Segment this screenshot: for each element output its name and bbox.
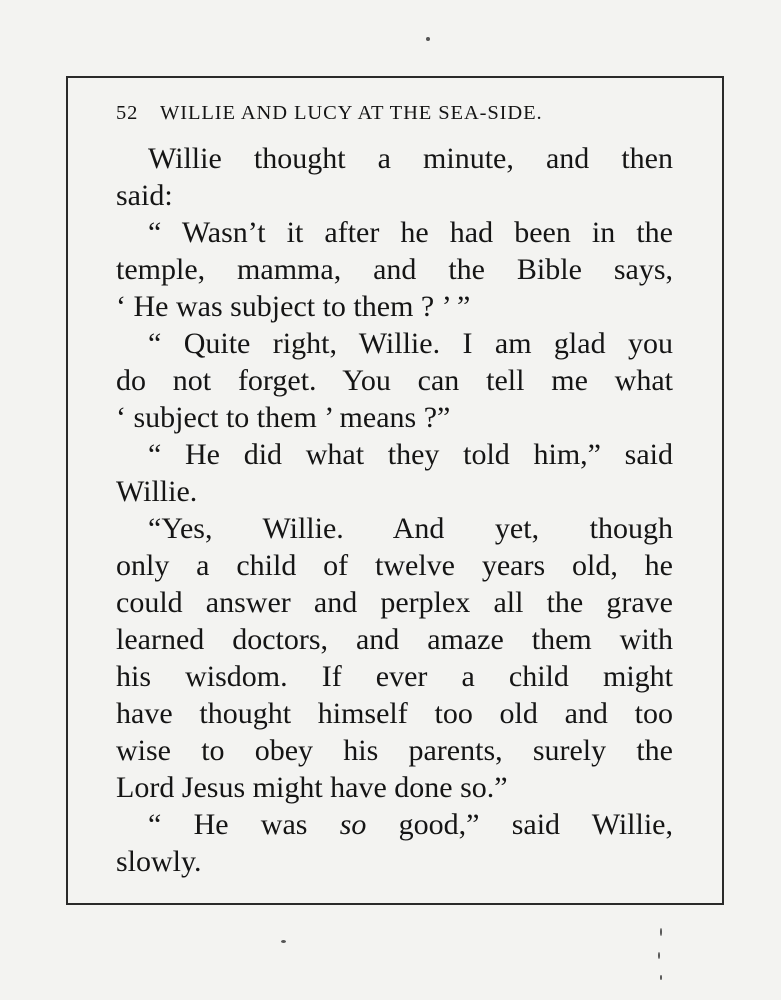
text-line: “ Wasn’t it after he had been in the <box>148 216 673 249</box>
body-text <box>116 140 673 880</box>
text-line: said: <box>116 179 173 212</box>
text-line: learned doctors, and amaze them with <box>116 623 673 656</box>
text-line: temple, mamma, and the Bible says, <box>116 253 673 286</box>
text-line: ‘ subject to them ’ means ?” <box>116 401 451 434</box>
text-line: “ He did what they told him,” said <box>148 438 673 471</box>
scan-speck <box>660 928 662 936</box>
page-number: 52 <box>116 102 139 124</box>
text-line: only a child of twelve years old, he <box>116 549 673 582</box>
scan-speck <box>660 975 662 980</box>
text-line: Lord Jesus might have done so.” <box>116 771 508 804</box>
text-line: wise to obey his parents, surely the <box>116 734 673 767</box>
running-title: WILLIE AND LUCY AT THE SEA-SIDE. <box>159 102 543 124</box>
scan-speck <box>426 37 430 41</box>
text-line: Willie. <box>116 475 198 508</box>
text-line: slowly. <box>116 845 202 878</box>
text-line-with-emphasis <box>116 806 673 843</box>
text-line: have thought himself too old and too <box>116 697 673 730</box>
text-line: “Yes, Willie. And yet, though <box>148 512 673 545</box>
text-line: ‘ He was subject to them ? ’ ” <box>116 290 471 323</box>
running-head <box>116 102 543 125</box>
scan-speck <box>281 940 286 943</box>
text-line: could answer and perplex all the grave <box>116 586 673 619</box>
text-line: “ Quite right, Willie. I am glad you <box>148 327 673 360</box>
line-text-before: “ He was <box>148 808 340 841</box>
text-line: do not forget. You can tell me what <box>116 364 673 397</box>
text-line: Willie thought a minute, and then <box>148 142 673 175</box>
text-line: his wisdom. If ever a child might <box>116 660 673 693</box>
line-text-after: good,” said Willie, <box>366 808 674 841</box>
emphasized-word: so <box>339 808 367 841</box>
scan-speck <box>658 952 660 959</box>
page-border <box>66 76 724 905</box>
